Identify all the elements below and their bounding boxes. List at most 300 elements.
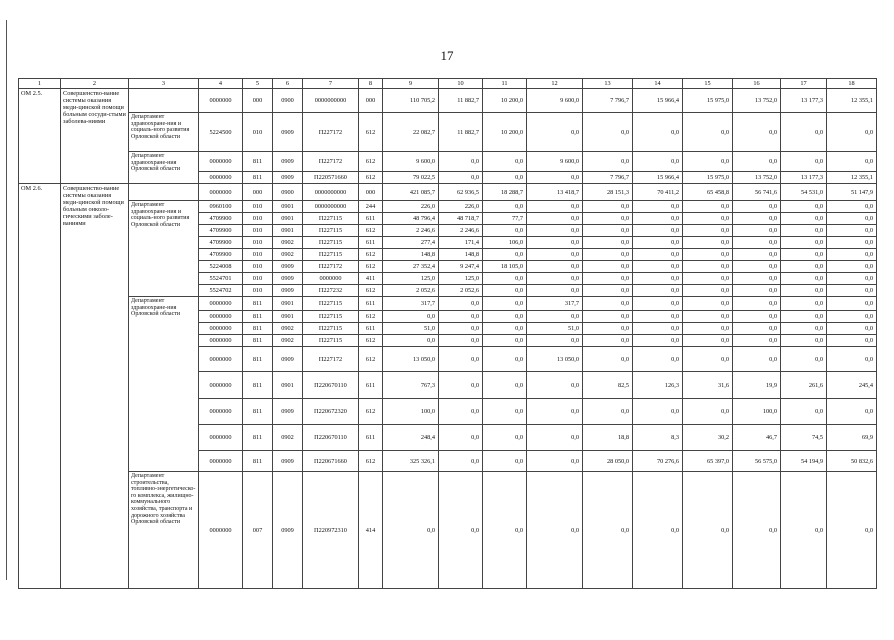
code-cell: 0901 [273,372,303,399]
department-cell [129,89,199,113]
amount-cell: 0,0 [683,261,733,273]
header-cell: 16 [733,79,781,89]
amount-cell: 0,0 [527,399,583,425]
amount-cell: 0,0 [781,261,827,273]
budget-table [18,78,877,589]
amount-cell: 50 832,6 [827,451,877,472]
amount-cell: 13 418,7 [527,184,583,201]
code-cell: 0000000 [199,323,243,335]
amount-cell: 0,0 [483,249,527,261]
amount-cell: 0,0 [781,225,827,237]
amount-cell: 317,7 [527,297,583,311]
amount-cell: 0,0 [683,323,733,335]
amount-cell: 0,0 [583,335,633,347]
code-cell: 4709900 [199,225,243,237]
amount-cell: 0,0 [781,152,827,172]
amount-cell: 0,0 [583,311,633,323]
amount-cell: 0,0 [439,323,483,335]
amount-cell: 79 022,5 [383,172,439,184]
header-cell: 11 [483,79,527,89]
amount-cell: 0,0 [633,323,683,335]
amount-cell: 30,2 [683,425,733,451]
department-cell: Департамент здравоохране-ния Орловской области [129,152,199,184]
amount-cell: 0,0 [583,237,633,249]
code-cell: 000 [243,184,273,201]
amount-cell: 0,0 [527,451,583,472]
amount-cell: 0,0 [483,273,527,285]
amount-cell: 82,5 [583,372,633,399]
amount-cell: 0,0 [527,372,583,399]
amount-cell: 0,0 [733,323,781,335]
amount-cell: 9 600,0 [383,152,439,172]
amount-cell: 9 600,0 [527,152,583,172]
amount-cell: 0,0 [683,249,733,261]
amount-cell: 0,0 [483,201,527,213]
amount-cell: 70 276,6 [633,451,683,472]
amount-cell: 0,0 [827,201,877,213]
code-cell: 4709900 [199,213,243,225]
table-row [19,89,877,113]
code-cell: 0000000 [199,152,243,172]
amount-cell: 0,0 [781,273,827,285]
amount-cell: 125,0 [383,273,439,285]
amount-cell: 325 326,1 [383,451,439,472]
department-cell: Департамент здравоохране-ния и социаль-ного развития Орловской области [129,113,199,152]
code-cell: 612 [359,285,383,297]
amount-cell: 0,0 [781,249,827,261]
code-cell: 612 [359,152,383,172]
amount-cell: 0,0 [439,311,483,323]
code-cell: П227172 [303,152,359,172]
code-cell: 612 [359,335,383,347]
code-cell: 612 [359,399,383,425]
amount-cell: 0,0 [527,225,583,237]
amount-cell: 0,0 [439,347,483,372]
amount-cell: 0,0 [781,323,827,335]
amount-cell: 0,0 [483,451,527,472]
amount-cell: 248,4 [383,425,439,451]
code-cell: 411 [359,273,383,285]
code-cell: 244 [359,201,383,213]
code-cell: 0000000 [303,273,359,285]
amount-cell: 0,0 [683,472,733,589]
code-cell: 010 [243,201,273,213]
code-cell: 811 [243,152,273,172]
amount-cell: 0,0 [683,335,733,347]
code-cell: 0909 [273,261,303,273]
amount-cell: 15 966,4 [633,89,683,113]
amount-cell: 0,0 [483,172,527,184]
table-row [19,472,877,589]
code-cell: 010 [243,285,273,297]
code-cell: 0909 [273,472,303,589]
code-cell: 0000000 [199,335,243,347]
code-cell: 007 [243,472,273,589]
amount-cell: 0,0 [439,372,483,399]
code-cell: П227115 [303,249,359,261]
amount-cell: 0,0 [827,273,877,285]
amount-cell: 13 752,0 [733,89,781,113]
code-cell: П227115 [303,237,359,249]
amount-cell: 0,0 [683,152,733,172]
header-cell: 18 [827,79,877,89]
amount-cell: 0,0 [633,113,683,152]
code-cell: 612 [359,172,383,184]
code-cell: 5524701 [199,273,243,285]
code-cell: 0900 [273,89,303,113]
department-cell: Департамент здравоохране-ния и социаль-ного развития Орловской области [129,201,199,297]
code-cell: П227115 [303,311,359,323]
amount-cell: 15 966,4 [633,172,683,184]
code-cell: 5224500 [199,113,243,152]
code-cell: 010 [243,113,273,152]
amount-cell: 69,9 [827,425,877,451]
code-cell: П220670110 [303,425,359,451]
amount-cell: 0,0 [527,172,583,184]
code-cell: 0000000 [199,89,243,113]
amount-cell: 27 352,4 [383,261,439,273]
amount-cell: 0,0 [483,347,527,372]
amount-cell: 0,0 [827,225,877,237]
amount-cell: 0,0 [439,451,483,472]
code-cell: 611 [359,297,383,311]
amount-cell: 0,0 [733,335,781,347]
code-cell: 0901 [273,311,303,323]
amount-cell: 0,0 [583,152,633,172]
code-cell: 010 [243,213,273,225]
code-cell: 0902 [273,323,303,335]
amount-cell: 0,0 [439,472,483,589]
code-cell: 0000000000 [303,184,359,201]
code-cell: 0000000 [199,347,243,372]
code-cell: 811 [243,451,273,472]
amount-cell: 100,0 [383,399,439,425]
header-cell: 13 [583,79,633,89]
amount-cell: 0,0 [527,472,583,589]
code-cell: 811 [243,425,273,451]
amount-cell: 0,0 [633,237,683,249]
amount-cell: 0,0 [583,285,633,297]
amount-cell: 0,0 [683,347,733,372]
measure-code: ОМ 2.6. [19,184,61,589]
amount-cell: 0,0 [733,273,781,285]
code-cell: П227172 [303,347,359,372]
amount-cell: 0,0 [527,335,583,347]
amount-cell: 0,0 [583,249,633,261]
table-row [19,201,877,213]
amount-cell: 19,9 [733,372,781,399]
amount-cell: 0,0 [827,335,877,347]
amount-cell: 9 600,0 [527,89,583,113]
amount-cell: 0,0 [633,285,683,297]
amount-cell: 0,0 [439,152,483,172]
table-row [19,113,877,152]
header-cell: 10 [439,79,483,89]
amount-cell: 0,0 [527,201,583,213]
amount-cell: 0,0 [733,249,781,261]
code-cell: 811 [243,172,273,184]
amount-cell: 0,0 [483,297,527,311]
measure-code: ОМ 2.5. [19,89,61,184]
code-cell: 0000000000 [303,89,359,113]
code-cell: 811 [243,347,273,372]
amount-cell: 0,0 [827,323,877,335]
amount-cell: 0,0 [583,113,633,152]
amount-cell: 126,3 [633,372,683,399]
amount-cell: 0,0 [483,472,527,589]
amount-cell: 0,0 [483,425,527,451]
amount-cell: 62 936,5 [439,184,483,201]
amount-cell: 0,0 [633,335,683,347]
code-cell: 0000000 [199,172,243,184]
code-cell: П227115 [303,297,359,311]
amount-cell: 0,0 [583,347,633,372]
amount-cell: 2 052,6 [439,285,483,297]
amount-cell: 226,0 [439,201,483,213]
amount-cell: 0,0 [781,113,827,152]
code-cell: 811 [243,372,273,399]
amount-cell: 0,0 [583,273,633,285]
amount-cell: 0,0 [527,425,583,451]
amount-cell: 31,6 [683,372,733,399]
amount-cell: 0,0 [781,472,827,589]
header-cell: 17 [781,79,827,89]
amount-cell: 0,0 [733,285,781,297]
code-cell: П220670110 [303,372,359,399]
amount-cell: 2 052,6 [383,285,439,297]
code-cell: 0900 [273,184,303,201]
amount-cell: 0,0 [483,399,527,425]
measure-title: Совершенство-вание системы оказания меди-цинской помощи больным сосуди-стыми заболева-ниями [61,89,129,184]
amount-cell: 65 458,8 [683,184,733,201]
code-cell: 612 [359,451,383,472]
code-cell: 0902 [273,249,303,261]
amount-cell: 0,0 [583,323,633,335]
code-cell: 612 [359,311,383,323]
header-cell: 2 [61,79,129,89]
amount-cell: 0,0 [781,399,827,425]
amount-cell: 0,0 [527,311,583,323]
amount-cell: 0,0 [683,273,733,285]
amount-cell: 171,4 [439,237,483,249]
amount-cell: 0,0 [633,399,683,425]
code-cell: 0960100 [199,201,243,213]
amount-cell: 0,0 [683,113,733,152]
amount-cell: 0,0 [633,273,683,285]
code-cell: 811 [243,323,273,335]
code-cell: П220672320 [303,399,359,425]
code-cell: П227232 [303,285,359,297]
code-cell: П220571660 [303,172,359,184]
amount-cell: 0,0 [683,237,733,249]
amount-cell: 0,0 [827,399,877,425]
header-cell: 15 [683,79,733,89]
code-cell: 010 [243,225,273,237]
amount-cell: 0,0 [583,225,633,237]
amount-cell: 0,0 [383,472,439,589]
amount-cell: 0,0 [827,249,877,261]
amount-cell: 0,0 [583,399,633,425]
code-cell: 5524702 [199,285,243,297]
amount-cell: 12 355,1 [827,89,877,113]
amount-cell: 0,0 [733,113,781,152]
left-margin-rule [6,20,7,580]
amount-cell: 261,6 [781,372,827,399]
amount-cell: 0,0 [439,297,483,311]
amount-cell: 0,0 [527,285,583,297]
code-cell: П227115 [303,323,359,335]
amount-cell: 0,0 [633,297,683,311]
amount-cell: 22 082,7 [383,113,439,152]
code-cell: 010 [243,249,273,261]
code-cell: 0902 [273,237,303,249]
amount-cell: 0,0 [439,172,483,184]
amount-cell: 0,0 [633,311,683,323]
amount-cell: 0,0 [633,249,683,261]
amount-cell: 0,0 [781,297,827,311]
amount-cell: 0,0 [733,201,781,213]
amount-cell: 0,0 [827,152,877,172]
code-cell: 010 [243,261,273,273]
amount-cell: 9 247,4 [439,261,483,273]
amount-cell: 18 288,7 [483,184,527,201]
amount-cell: 7 796,7 [583,172,633,184]
header-cell: 1 [19,79,61,89]
code-cell: 612 [359,113,383,152]
code-cell: 0909 [273,152,303,172]
amount-cell: 0,0 [527,237,583,249]
code-cell: 0000000 [199,184,243,201]
amount-cell: 0,0 [827,347,877,372]
header-cell: 3 [129,79,199,89]
amount-cell: 0,0 [383,311,439,323]
amount-cell: 18,8 [583,425,633,451]
code-cell: 0909 [273,347,303,372]
amount-cell: 0,0 [527,249,583,261]
code-cell: 0901 [273,213,303,225]
table-row [19,297,877,311]
code-cell: 0000000000 [303,201,359,213]
amount-cell: 48 718,7 [439,213,483,225]
amount-cell: 13 752,0 [733,172,781,184]
code-cell: 0909 [273,113,303,152]
header-cell: 14 [633,79,683,89]
code-cell: 010 [243,237,273,249]
code-cell: 5224008 [199,261,243,273]
amount-cell: 0,0 [827,113,877,152]
code-cell: 0909 [273,451,303,472]
header-cell: 12 [527,79,583,89]
code-cell: 4709900 [199,237,243,249]
amount-cell: 13 177,3 [781,89,827,113]
amount-cell: 2 246,6 [439,225,483,237]
department-cell [129,184,199,201]
amount-cell: 767,3 [383,372,439,399]
code-cell: П227115 [303,335,359,347]
code-cell: 612 [359,225,383,237]
amount-cell: 51,0 [383,323,439,335]
amount-cell: 0,0 [583,261,633,273]
amount-cell: 0,0 [781,285,827,297]
amount-cell: 0,0 [733,213,781,225]
amount-cell: 0,0 [683,201,733,213]
code-cell: 0901 [273,201,303,213]
amount-cell: 0,0 [527,113,583,152]
amount-cell: 0,0 [781,237,827,249]
header-cell: 9 [383,79,439,89]
amount-cell: 148,8 [439,249,483,261]
amount-cell: 0,0 [827,213,877,225]
amount-cell: 226,0 [383,201,439,213]
amount-cell: 0,0 [383,335,439,347]
table-row [19,152,877,172]
amount-cell: 7 796,7 [583,89,633,113]
amount-cell: 0,0 [781,201,827,213]
amount-cell: 0,0 [827,472,877,589]
amount-cell: 0,0 [583,213,633,225]
code-cell: П220972310 [303,472,359,589]
amount-cell: 0,0 [827,237,877,249]
amount-cell: 0,0 [827,311,877,323]
amount-cell: 0,0 [683,399,733,425]
amount-cell: 13 050,0 [383,347,439,372]
code-cell: 0909 [273,285,303,297]
amount-cell: 0,0 [633,347,683,372]
code-cell: 611 [359,237,383,249]
amount-cell: 0,0 [583,201,633,213]
amount-cell: 0,0 [633,225,683,237]
code-cell: 0000000 [199,297,243,311]
amount-cell: 0,0 [583,297,633,311]
amount-cell: 0,0 [483,335,527,347]
amount-cell: 0,0 [733,225,781,237]
code-cell: 0901 [273,225,303,237]
amount-cell: 0,0 [527,273,583,285]
amount-cell: 0,0 [483,372,527,399]
amount-cell: 110 705,2 [383,89,439,113]
amount-cell: 0,0 [827,297,877,311]
header-cell: 7 [303,79,359,89]
amount-cell: 0,0 [633,152,683,172]
code-cell: 000 [359,184,383,201]
amount-cell: 0,0 [827,285,877,297]
amount-cell: 277,4 [383,237,439,249]
header-cell: 8 [359,79,383,89]
amount-cell: 100,0 [733,399,781,425]
amount-cell: 54 531,0 [781,184,827,201]
code-cell: 0902 [273,335,303,347]
code-cell: 0000000 [199,472,243,589]
code-cell: 811 [243,311,273,323]
code-cell: 0909 [273,399,303,425]
code-cell: 611 [359,213,383,225]
code-cell: 0000000 [199,451,243,472]
amount-cell: 28 050,0 [583,451,633,472]
amount-cell: 13 050,0 [527,347,583,372]
code-cell: 0000000 [199,399,243,425]
code-cell: 611 [359,323,383,335]
amount-cell: 0,0 [683,285,733,297]
code-cell: 612 [359,249,383,261]
code-cell: 0902 [273,425,303,451]
amount-cell: 245,4 [827,372,877,399]
measure-title: Совершенство-вание системы оказания меди-цинской помощи больным онколо-гическими заболе-ваниями [61,184,129,589]
amount-cell: 13 177,3 [781,172,827,184]
amount-cell: 28 151,3 [583,184,633,201]
amount-cell: 106,0 [483,237,527,249]
amount-cell: 0,0 [733,261,781,273]
amount-cell: 0,0 [781,335,827,347]
